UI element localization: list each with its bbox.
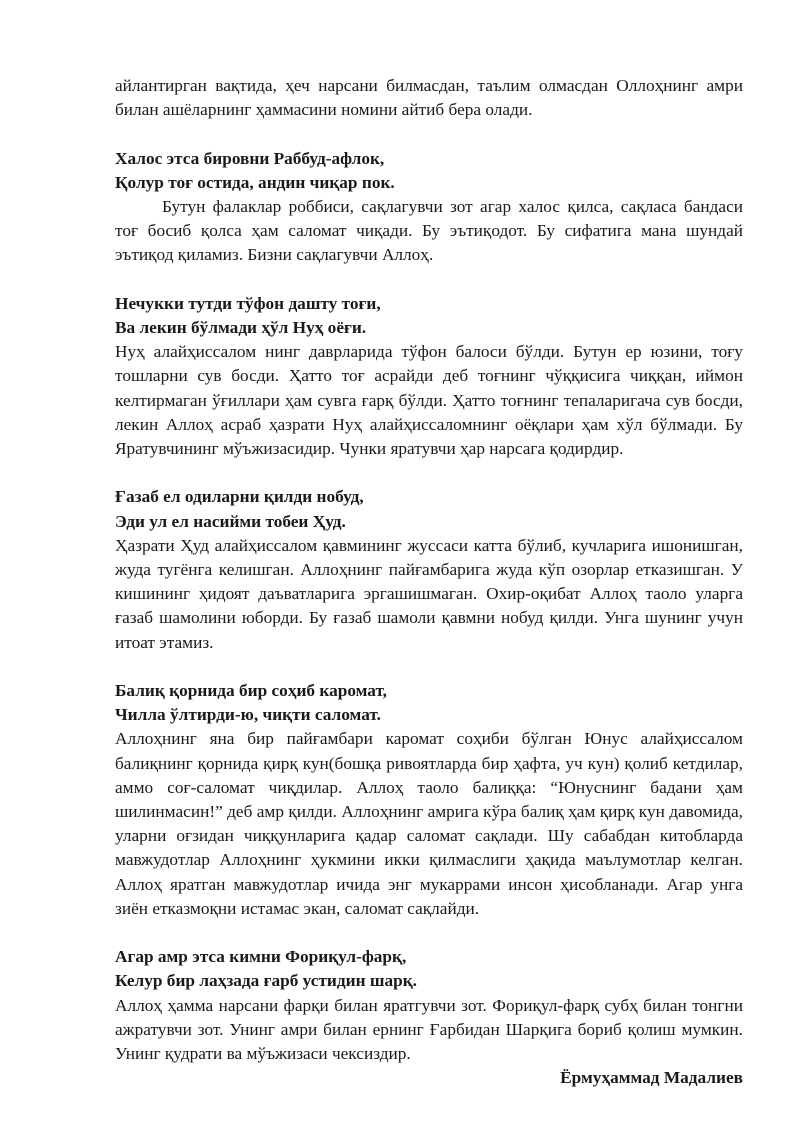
commentary-paragraph: Бутун фалаклар роббиси, сақлагувчи зот агар халос қилса, сақласа бандаси тоғ босиб қолса ҳам саломат чиқади. Бу эътиқодот. Бу сифатига мана шундай эътиқод қиламиз. Бизни сақлагувчи Аллоҳ. — [115, 197, 743, 265]
commentary-paragraph: Ҳазрати Ҳуд алайҳиссалом қавмининг жуссаси катта бўлиб, кучларига ишонишган, жуда тугёнга келишган. Аллоҳнинг пайғамбарига жуда кўп озорлар етказишган. У кишининг ҳидоят даъватларига эргашишмаган. Охир-оқибат Аллоҳ таоло уларга ғазаб шамолини юборди. Бу ғазаб шамоли қавмни нобуд қилди. Унга шунинг учун итоат этамиз. — [115, 535, 743, 652]
commentary-paragraph: Аллоҳ ҳамма нарсани фарқи билан яратгувчи зот. Фориқул-фарқ субҳ билан тонгни ажратувчи зот. Унинг амри билан ернинг Ғарбидан Шарқига бориб қолиш мумкин. Унинг қудрати ва мўъжизаси чексиздир. — [115, 995, 743, 1064]
verse-line: Нечукки тутди тўфон дашту тоғи, — [115, 293, 381, 313]
verse-line: Келур бир лаҳзада ғарб устидин шарқ. — [115, 971, 417, 991]
verse-line: Ғазаб ел одиларни қилди нобуд, — [115, 487, 364, 507]
verse-line: Агар амр этса кимни Фориқул-фарқ, — [115, 947, 407, 967]
verse-line: Чилла ўлтирди-ю, чиқти саломат. — [115, 705, 381, 725]
verse-line: Балиқ қорнида бир соҳиб каромат, — [115, 681, 387, 701]
verse-line: Эди ул ел насийми тобеи Ҳуд. — [115, 511, 346, 531]
intro-paragraph: айлантирган вақтида, ҳеч нарсани билмасдан, таълим олмасдан Оллоҳнинг амри билан ашёларнинг ҳаммасини номини айтиб бера олади. — [115, 76, 743, 120]
verse-line: Халос этса бировни Раббуд-афлок, — [115, 148, 385, 168]
author-signature: Ёрмуҳаммад Мадалиев — [560, 1068, 743, 1088]
commentary-paragraph: Нуҳ алайҳиссалом нинг даврларида тўфон балоси бўлди. Бутун ер юзини, тоғу тошларни сув босди. Ҳатто тоғ асрайди деб тоғнинг чўққисига чиққан, иймон келтирмаган ўғиллари ҳам сувга ғарқ бўлди. Ҳатто тоғнинг тепаларигача сув босди, лекин Аллоҳ асраб ҳазрати Нуҳ алайҳиссаломнинг оёқлари ҳам хўл бўлмади. Бу Яратувчининг мўъжизасидир. Чунки яратувчи ҳар нарсага қодирдир. — [115, 342, 743, 459]
document-page — [115, 74, 743, 1090]
commentary-paragraph: Аллоҳнинг яна бир пайғамбари каромат соҳиби бўлган Юнус алайҳиссалом балиқнинг қорнида қирқ кун(бошқа ривоятларда бир ҳафта, уч кун) қолиб кетдилар, аммо соғ-саломат чиқдилар. Аллоҳ таоло балиққа: “Юнуснинг бадани ҳам шилинмасин!” деб амр қилди. Аллоҳнинг амрига кўра балиқ ҳам қирқ кун давомида, уларни оғзидан чиққунларига қадар саломат сақлади. Шу сабабдан китобларда мавжудотлар Аллоҳнинг ҳукмини икки қилмаслиги ҳақида маълумотлар келган. Аллоҳ яратган мавжудотлар ичида энг мукаррами инсон ҳисобланади. Агар унга зиён етказмоқни истамас экан, саломат сақлайди. — [115, 729, 743, 918]
verse-line: Қолур тоғ остида, андин чиқар пок. — [115, 172, 395, 192]
verse-line: Ва лекин бўлмади ҳўл Нуҳ оёғи. — [115, 318, 367, 337]
